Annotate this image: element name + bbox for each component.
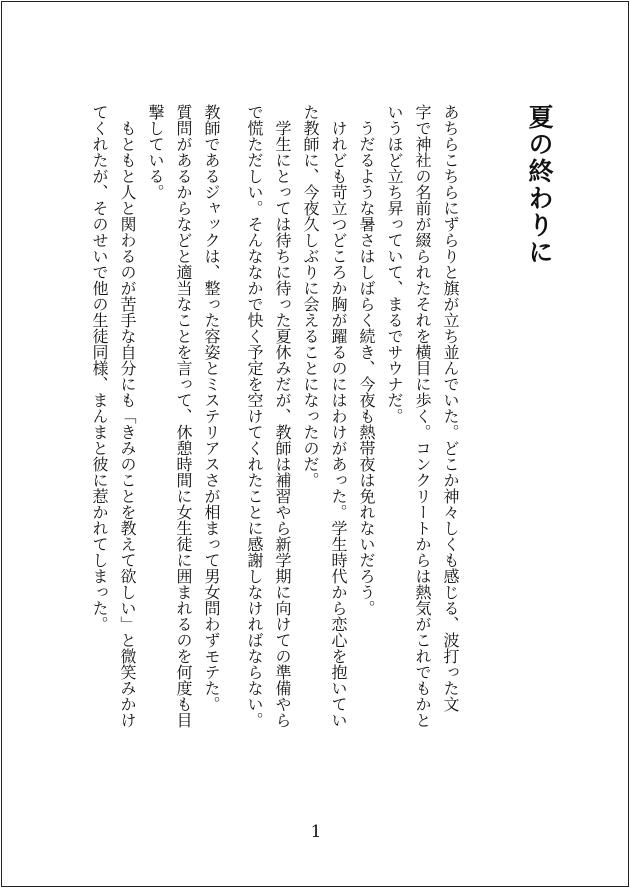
text-column-10: 質問があるからなどと適当なことを言って、休憩時間に女生徒に囲まれるのを何度も目 <box>174 104 193 728</box>
text-column-9: 教師であるジャックは、整った容姿とミステリアスさが相まって男女問わずモテた。 <box>202 104 221 712</box>
page-number: 1 <box>310 822 322 842</box>
text-column-2: 字で神社の名前が綴られたそれを横目に歩く。コンクリートからは熱気がこれでもかと <box>413 104 432 728</box>
text-column-11: 撃している。 <box>146 104 165 200</box>
text-column-3: いうほど立ち昇っていて、まるでサウナだ。 <box>385 104 404 424</box>
text-column-6: た教師に、今夜久しぶりに会えることになったのだ。 <box>301 104 320 488</box>
text-column-12: もともと人と関わるのが苦手な自分にも「きみのことを教えて欲しい」と微笑みかけ <box>118 120 137 728</box>
text-column-4: うだるような暑さはしばらく続き、今夜も熱帯夜は免れないだろう。 <box>357 120 376 616</box>
document-title: 夏の終わりに <box>525 104 554 266</box>
text-column-7: 学生にとっては待ちに待った夏休みだが、教師は補習やら新学期に向けての準備やら <box>273 120 292 728</box>
text-column-8: で慌ただしい。そんななかで快く予定を空けてくれたことに感謝しなければならない。 <box>245 104 264 728</box>
text-column-1: あちらこちらにずらりと旗が立ち並んでいた。どこか神々しくも感じる、波打った文 <box>441 104 460 712</box>
text-column-13: てくれたが、そのせいで他の生徒同様、まんまと彼に惹かれてしまった。 <box>90 104 109 632</box>
text-column-5: けれども苛立つどころか胸が躍るのにはわけがあった。学生時代から恋心を抱いてい <box>329 120 348 728</box>
